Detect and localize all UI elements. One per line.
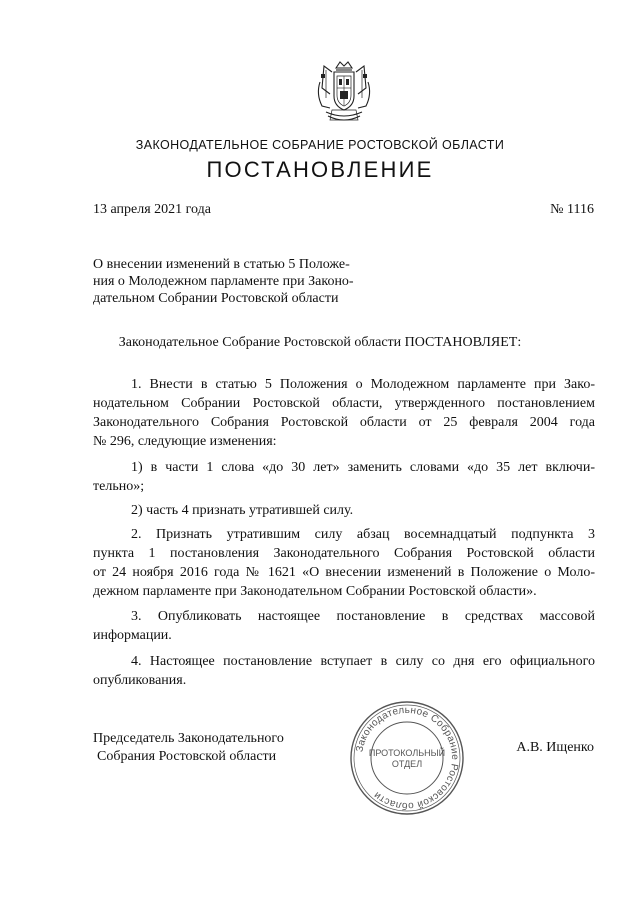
text-line: 1) в части 1 слова «до 30 лет» заменить словами «до 35 лет включи- bbox=[131, 460, 595, 475]
signatory-title bbox=[93, 730, 323, 766]
stamp-center-line-1: ПРОТОКОЛЬНЫЙ bbox=[368, 748, 446, 758]
signatory-title-line: Собрания Ростовской области bbox=[97, 749, 277, 764]
item-1-subitem-1 bbox=[93, 458, 595, 496]
item-1-subitem-2 bbox=[93, 501, 595, 520]
text-line: 2. Признать утратившим силу абзац восемнадцатый подпункта 3 bbox=[131, 527, 595, 542]
text-line: № 296, следующие изменения: bbox=[93, 434, 277, 449]
text-line: тельно»; bbox=[93, 479, 145, 494]
text-line: 3. Опубликовать настоящее постановление в средствах массовой bbox=[131, 609, 595, 624]
document-type-heading: ПОСТАНОВЛЕНИЕ bbox=[206, 157, 434, 182]
subject-line: ния о Молодежном парламенте при Законо- bbox=[93, 274, 354, 289]
text-line: Законодательного Собрания Ростовской области от 25 февраля 2004 года bbox=[93, 415, 595, 430]
item-2-paragraph bbox=[93, 525, 595, 601]
document-subject bbox=[93, 256, 393, 307]
signatory-name: А.В. Ищенко bbox=[516, 740, 594, 755]
coat-of-arms-icon bbox=[312, 58, 376, 128]
stamp-center-line-2: ОТДЕЛ bbox=[391, 759, 423, 769]
text-line: опубликования. bbox=[93, 673, 187, 688]
document-number: № 1116 bbox=[550, 202, 594, 217]
official-stamp bbox=[348, 700, 466, 816]
subject-line: О внесении изменений в статью 5 Положе- bbox=[93, 257, 350, 272]
item-4-paragraph bbox=[93, 652, 595, 690]
text-line: 2) часть 4 признать утратившей силу. bbox=[131, 503, 354, 518]
item-3-paragraph bbox=[93, 607, 595, 645]
text-line: информации. bbox=[93, 628, 172, 643]
item-1-paragraph bbox=[93, 375, 595, 451]
preamble: Законодательное Собрание Ростовской области ПОСТАНОВЛЯЕТ: bbox=[118, 335, 522, 350]
text-line: пункта 1 постановления Законодательного Собрания Ростовской области bbox=[93, 546, 595, 561]
stamp-ring-text: Законодательное Собрание Ростовской области bbox=[354, 704, 461, 812]
text-line: нодательном Собрании Ростовской области, утвержденного постановлением bbox=[93, 396, 595, 411]
text-line: 1. Внести в статью 5 Положения о Молодежном парламенте при Зако- bbox=[131, 377, 595, 392]
text-line: от 24 ноября 2016 года № 1621 «О внесении изменений в Положение о Моло- bbox=[93, 565, 595, 580]
signatory-title-line: Председатель Законодательного bbox=[93, 731, 284, 746]
text-line: дежном парламенте при Законодательном Собрании Ростовской области». bbox=[93, 584, 537, 599]
organization-title: ЗАКОНОДАТЕЛЬНОЕ СОБРАНИЕ РОСТОВСКОЙ ОБЛАСТИ bbox=[135, 138, 505, 152]
text-line: 4. Настоящее постановление вступает в силу со дня его официального bbox=[131, 654, 595, 669]
document-date: 13 апреля 2021 года bbox=[93, 202, 211, 217]
subject-line: дательном Собрании Ростовской области bbox=[93, 291, 339, 306]
